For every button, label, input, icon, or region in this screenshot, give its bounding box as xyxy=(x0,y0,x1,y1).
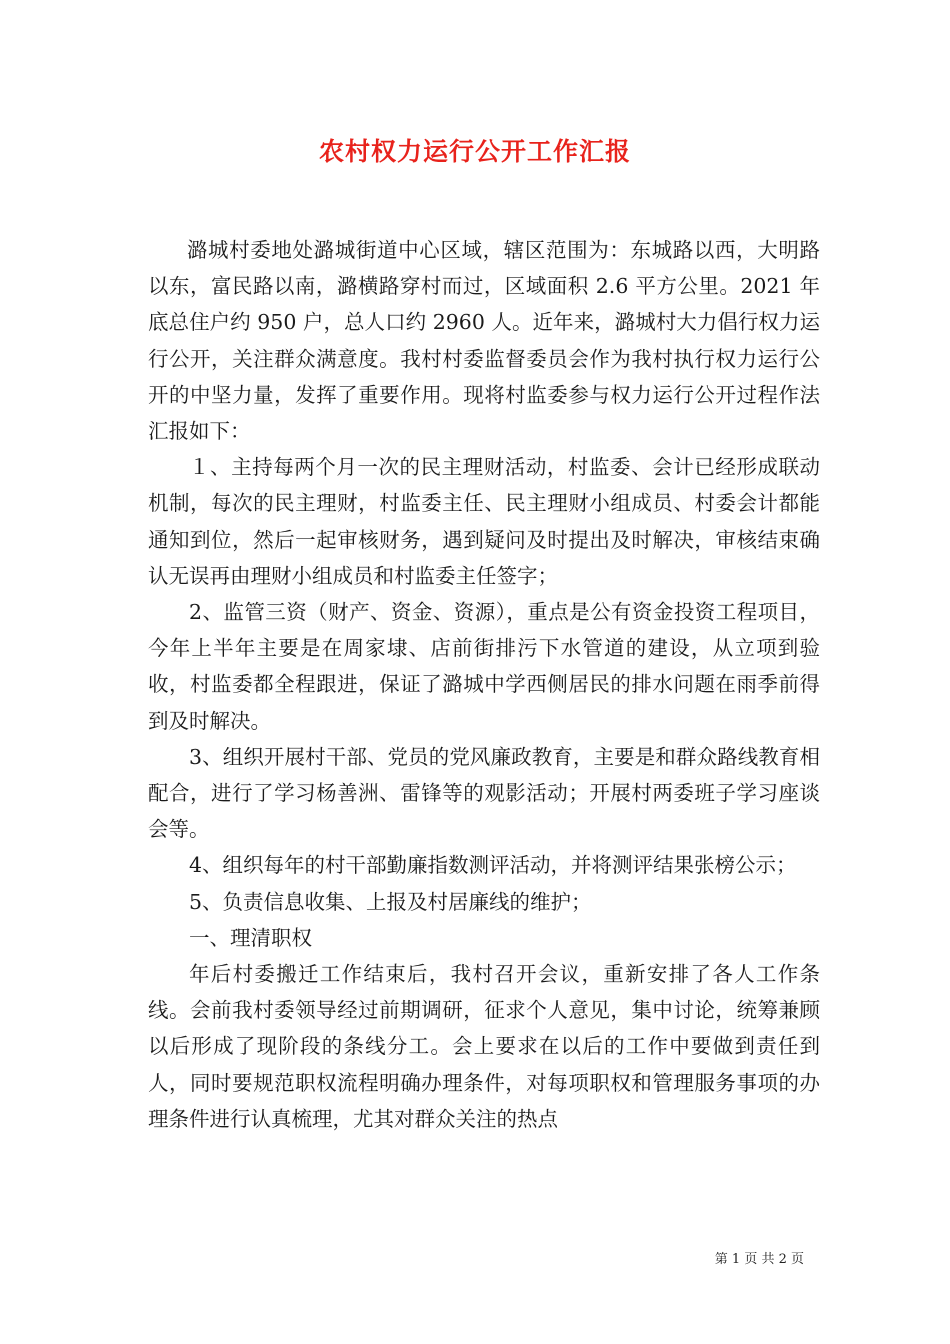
paragraph-item-3: 3、组织开展村干部、党员的党风廉政教育，主要是和群众路线教育相配合，进行了学习杨善洲、雷锋等的观影活动；开展村两委班子学习座谈会等。 xyxy=(148,744,820,842)
paragraph-item-5: 5、负责信息收集、上报及村居廉线的维护； xyxy=(189,889,592,914)
paragraph-item-2: 2、监管三资（财产、资金、资源），重点是公有资金投资工程项目，今年上半年主要是在周家埭、店前街排污下水管道的建设，从立项到验收，村监委都全程跟进，保证了潞城中学西侧居民的排水问题在雨季前得到及时解决。 xyxy=(148,600,820,733)
paragraph-intro: 潞城村委地处潞城街道中心区域，辖区范围为：东城路以西，大明路以东，富民路以南，潞横路穿村而过，区域面积 2.6 平方公里。2021 年底总住户约 950 户，总人口约 2960 人。近年来，潞城村大力倡行权力运行公开，关注群众满意度。我村村委监督委员会作为我村执行权力运行公开的中坚力量，发挥了重要作用。现将村监委参与权力运行公开过程作法汇报如下： xyxy=(148,238,820,444)
document-body xyxy=(148,232,820,1137)
section-heading-1: 一、理清职权 xyxy=(189,925,312,950)
document-title: 农村权力运行公开工作汇报 xyxy=(318,137,631,166)
paragraph-item-1: １、主持每两个月一次的民主理财活动，村监委、会计已经形成联动机制，每次的民主理财，村监委主任、民主理财小组成员、村委会计都能通知到位，然后一起审核财务，遇到疑问及时提出及时解决，审核结束确认无误再由理财小组成员和村监委主任签字； xyxy=(148,455,820,588)
paragraph-section-1: 年后村委搬迁工作结束后，我村召开会议，重新安排了各人工作条线。会前我村委领导经过前期调研，征求个人意见，集中讨论，统筹兼顾以后形成了现阶段的条线分工。会上要求在以后的工作中要做到责任到人，同时要规范职权流程明确办理条件，对每项职权和管理服务事项的办理条件进行认真梳理，尤其对群众关注的热点 xyxy=(148,962,820,1131)
paragraph-item-4: 4、组织每年的村干部勤廉指数测评活动，并将测评结果张榜公示； xyxy=(189,853,797,878)
page-number: 第 1 页 共 2 页 xyxy=(714,1252,804,1267)
